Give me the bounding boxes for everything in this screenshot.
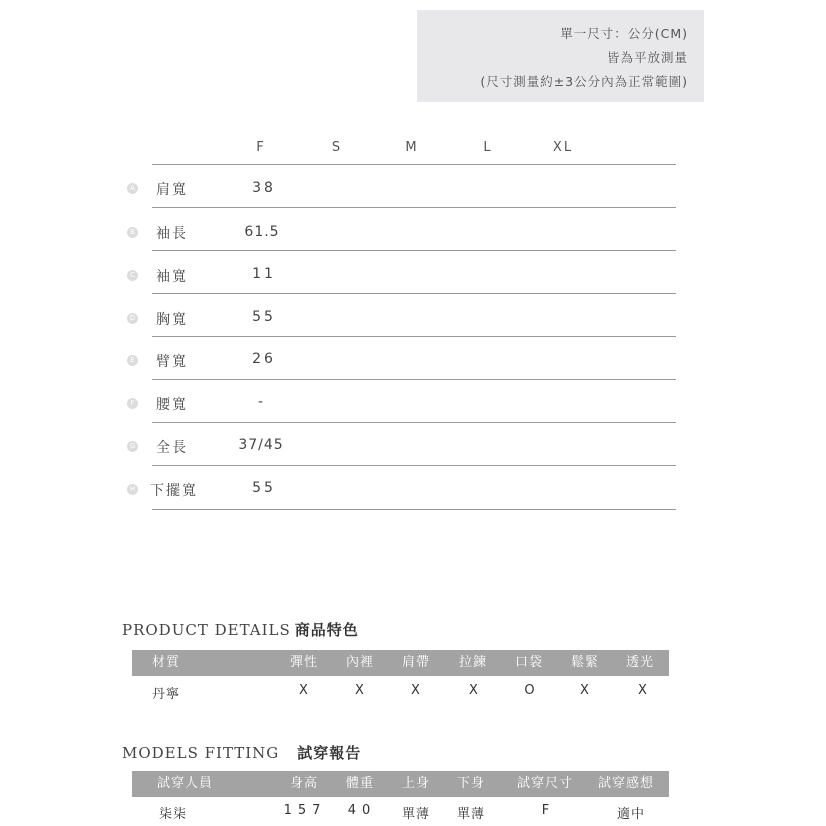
product-details-title <box>122 619 359 640</box>
fitting-value: 柒柒 <box>158 807 188 822</box>
detail-value: 丹寧 <box>151 687 181 702</box>
row-value: - <box>257 394 267 410</box>
row-value: 55 <box>252 480 276 496</box>
detail-value: X <box>411 683 421 698</box>
product-details-title-en: PRODUCT DETAILS <box>122 621 291 639</box>
models-fitting-title-zh: 試穿報告 <box>297 744 362 762</box>
product-details-title-zh: 商品特色 <box>294 621 359 639</box>
size-header-m: M <box>405 140 419 155</box>
size-header-xl: XL <box>552 140 574 155</box>
size-header-l: L <box>483 140 493 155</box>
header-cell: 下身 <box>456 776 486 791</box>
note-tolerance: (尺寸測量約±3公分內為正常範圍) <box>480 74 688 89</box>
detail-value: X <box>299 683 309 698</box>
table-divider <box>152 379 676 380</box>
row-value: 11 <box>252 266 276 282</box>
note-unit: 單一尺寸：公分(CM) <box>560 26 688 41</box>
detail-value: X <box>638 683 648 698</box>
table-divider <box>152 422 676 423</box>
detail-value: X <box>355 683 365 698</box>
row-label: 袖長 <box>156 226 188 242</box>
row-value: 37/45 <box>238 437 284 453</box>
product-details-header <box>132 650 669 676</box>
fitting-value: F <box>541 803 551 818</box>
header-cell: 拉鍊 <box>458 655 488 670</box>
header-cell: 彈性 <box>289 655 319 670</box>
header-cell: 內裡 <box>345 655 375 670</box>
row-label: 臂寬 <box>156 354 188 370</box>
row-marker: F <box>127 398 138 409</box>
table-divider <box>152 509 676 510</box>
header-cell: 鬆緊 <box>570 655 600 670</box>
measurement-note <box>417 10 704 102</box>
detail-value: X <box>469 683 479 698</box>
header-cell: 體重 <box>345 776 375 791</box>
size-header-s: S <box>331 140 343 155</box>
header-cell: 上身 <box>401 776 431 791</box>
row-marker: B <box>127 227 138 238</box>
row-marker: G <box>127 441 138 452</box>
row-label: 下擺寬 <box>150 483 198 499</box>
row-value: 38 <box>252 180 276 196</box>
row-marker: D <box>127 313 138 324</box>
header-cell: 試穿感想 <box>597 776 655 791</box>
size-header-f: F <box>256 140 266 155</box>
row-label: 袖寬 <box>156 269 188 285</box>
note-method: 皆為平放測量 <box>606 50 688 65</box>
row-marker: E <box>127 355 138 366</box>
row-label: 全長 <box>156 440 188 456</box>
fitting-value: 40 <box>347 803 377 818</box>
table-divider <box>152 250 676 251</box>
header-cell: 口袋 <box>514 655 544 670</box>
models-fitting-header <box>132 771 669 797</box>
fitting-value: 157 <box>283 803 327 818</box>
table-divider <box>152 465 676 466</box>
row-marker: C <box>127 270 138 281</box>
table-divider <box>152 336 676 337</box>
fitting-value: 單薄 <box>401 807 431 822</box>
table-divider <box>152 207 676 208</box>
fitting-value: 適中 <box>616 807 646 822</box>
header-cell: 透光 <box>625 655 655 670</box>
header-cell: 試穿尺寸 <box>516 776 574 791</box>
models-fitting-title <box>122 742 361 763</box>
row-label: 肩寬 <box>156 182 188 198</box>
row-marker: A <box>127 183 138 194</box>
fitting-value: 單薄 <box>456 807 486 822</box>
header-cell: 身高 <box>289 776 319 791</box>
table-divider <box>152 164 676 165</box>
table-divider <box>152 293 676 294</box>
row-label: 胸寬 <box>156 312 188 328</box>
models-fitting-title-en: MODELS FITTING <box>122 744 280 762</box>
row-label: 腰寬 <box>156 397 188 413</box>
row-value: 61.5 <box>244 224 280 240</box>
header-cell: 肩帶 <box>401 655 431 670</box>
row-marker: H <box>127 484 138 495</box>
header-cell: 試穿人員 <box>156 776 214 791</box>
detail-value: X <box>580 683 590 698</box>
detail-value: O <box>524 683 536 698</box>
row-value: 26 <box>252 351 276 367</box>
header-cell: 材質 <box>151 655 181 670</box>
row-value: 55 <box>252 309 276 325</box>
